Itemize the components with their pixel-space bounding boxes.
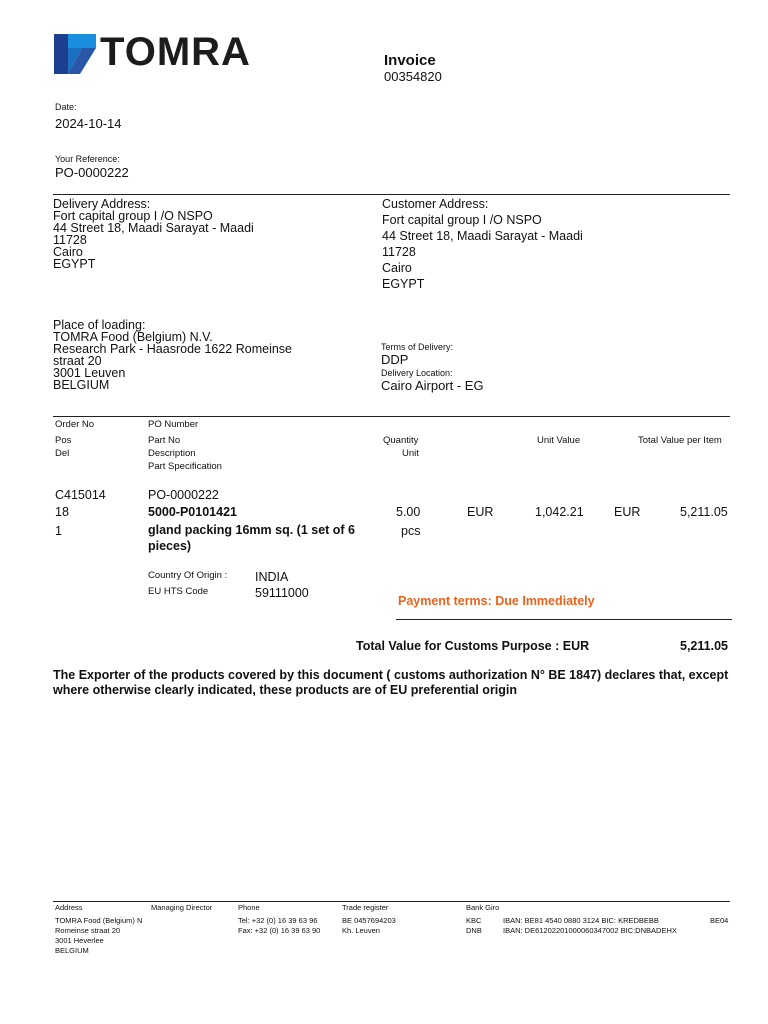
delivery-address-line: 11728	[53, 233, 87, 247]
customer-address-line: 11728	[382, 245, 416, 259]
footer-trade-line: BE 0457694203	[342, 916, 396, 925]
currency-cell: EUR	[614, 505, 641, 519]
footer-address-line: TOMRA Food (Belgium) N	[55, 916, 143, 925]
footer-director-label: Managing Director	[151, 903, 213, 912]
customer-address-line: 44 Street 18, Maadi Sarayat - Maadi	[382, 229, 583, 243]
total-value-cell: 5,211.05	[680, 505, 728, 519]
date-label: Date:	[55, 102, 77, 112]
footer-bank-code: DNB	[466, 926, 482, 935]
header-po-number: PO Number	[148, 419, 199, 430]
unit-cell: pcs	[401, 524, 421, 538]
delivery-address	[53, 198, 254, 270]
footer-trade-line: Kh. Leuven	[342, 926, 380, 935]
footer-trade-label: Trade register	[342, 903, 389, 912]
customer-address-line: EGYPT	[382, 277, 425, 291]
customer-address-line: Cairo	[382, 261, 412, 275]
total-label: Total Value for Customs Purpose : EUR	[356, 639, 590, 653]
terms-of-delivery-label: Terms of Delivery:	[381, 342, 454, 352]
footer-address	[55, 916, 142, 956]
divider	[53, 416, 730, 417]
customer-address	[382, 196, 583, 292]
del-cell: 1	[55, 524, 62, 538]
footer-address-line: 3001 Heverlee	[55, 936, 104, 945]
part-no-cell: 5000-P0101421	[148, 505, 237, 519]
divider	[53, 901, 730, 902]
tomra-logo-icon	[54, 34, 96, 74]
header-part-spec: Part Specification	[148, 461, 222, 472]
header-order-no: Order No	[55, 419, 95, 430]
footer-bank-label: Bank Giro	[466, 903, 500, 912]
delivery-location-label: Delivery Location:	[381, 368, 453, 378]
header-total-value: Total Value per Item	[638, 435, 722, 446]
loading-line: straat 20	[53, 354, 102, 368]
header-part-no: Part No	[148, 435, 181, 446]
header-quantity: Quantity	[383, 435, 419, 446]
footer-bank-detail: IBAN: DE61202201000060347002 BIC:DNBADEHX	[503, 926, 677, 935]
footer-address-label: Address	[55, 903, 83, 912]
footer-trade	[342, 916, 396, 936]
footer-bank-code: KBC	[466, 916, 482, 925]
delivery-address-line: Fort capital group I /O NSPO	[53, 209, 213, 223]
footer-address-line: Romeinse straat 20	[55, 926, 121, 935]
payment-terms: Payment terms: Due Immediately	[398, 594, 595, 608]
invoice-number: 00354820	[384, 69, 442, 84]
divider	[53, 194, 730, 195]
delivery-address-line: EGYPT	[53, 257, 96, 271]
po-number-cell: PO-0000222	[148, 488, 219, 502]
brand-wordmark: TOMRA	[100, 30, 251, 74]
unit-value-cell: 1,042.21	[535, 505, 584, 519]
quantity-cell: 5.00	[396, 505, 421, 519]
header-description: Description	[148, 448, 196, 459]
hts-value: 59111000	[255, 586, 309, 600]
loading-line: BELGIUM	[53, 378, 110, 392]
order-no-cell: C415014	[55, 488, 106, 502]
loading-line: TOMRA Food (Belgium) N.V.	[53, 330, 213, 344]
delivery-address-line: 44 Street 18, Maadi Sarayat - Maadi	[53, 221, 254, 235]
delivery-location-value: Cairo Airport - EG	[381, 378, 484, 393]
terms-of-delivery-value: DDP	[381, 352, 409, 367]
pos-cell: 18	[55, 505, 69, 519]
loading-label: Place of loading:	[53, 318, 146, 332]
delivery-address-line: Cairo	[53, 245, 83, 259]
footer-page-code: BE04	[710, 916, 729, 925]
footer-phone-label: Phone	[238, 903, 260, 912]
footer-phone-line: Tel: +32 (0) 16 39 63 96	[238, 916, 318, 925]
exporter-statement: The Exporter of the products covered by this document ( customs authorization N° BE 1847) declares that, except where otherwise clearly indicated, these products are of EU preferential origin	[53, 668, 729, 697]
customer-address-line: Fort capital group I /O NSPO	[382, 213, 542, 227]
header-unit: Unit	[402, 448, 419, 459]
footer-bank-details	[503, 916, 677, 936]
loading-line: Research Park - Haasrode 1622 Romeinse	[53, 342, 293, 356]
header-pos: Pos	[55, 435, 72, 446]
divider	[396, 619, 732, 620]
total-value: 5,211.05	[680, 639, 728, 653]
loading-line: 3001 Leuven	[53, 366, 126, 380]
document-title: Invoice	[384, 52, 436, 69]
footer-bank-detail: IBAN: BE81 4540 0880 3124 BIC: KREDBEBB	[503, 916, 659, 925]
reference-label: Your Reference:	[55, 154, 120, 164]
place-of-loading	[53, 319, 292, 391]
header-unit-value: Unit Value	[537, 435, 581, 446]
delivery-address-label: Delivery Address:	[53, 197, 151, 211]
currency-cell: EUR	[467, 505, 494, 519]
footer-bank-codes	[466, 916, 482, 936]
reference-value: PO-0000222	[55, 165, 129, 180]
footer-phone	[238, 916, 320, 936]
footer-phone-line: Fax: +32 (0) 16 39 63 90	[238, 926, 321, 935]
header-del: Del	[55, 448, 70, 459]
origin-value: INDIA	[255, 570, 289, 584]
date-value: 2024-10-14	[55, 116, 122, 131]
footer-address-line: BELGIUM	[55, 946, 89, 955]
origin-label: Country Of Origin :	[148, 570, 228, 581]
description-cell: gland packing 16mm sq. (1 set of 6 pieces)	[148, 523, 356, 553]
hts-label: EU HTS Code	[148, 586, 209, 597]
customer-address-label: Customer Address:	[382, 197, 489, 211]
